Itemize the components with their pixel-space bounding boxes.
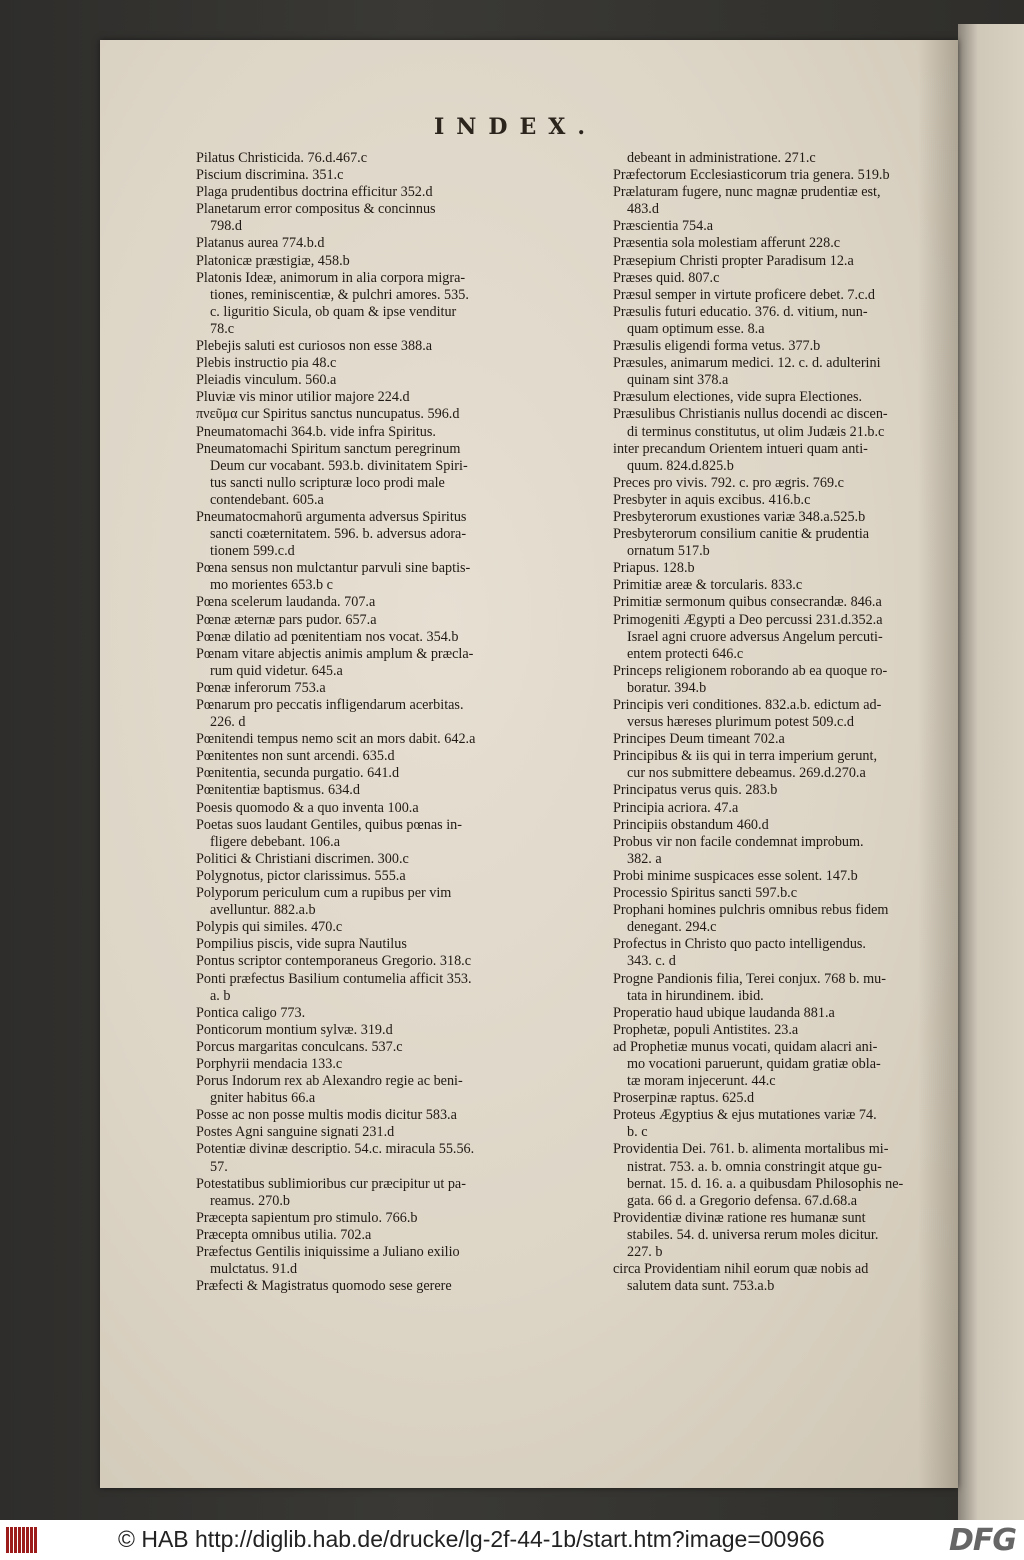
index-entry-line: Planetarum error compositus & concinnus — [196, 201, 436, 218]
index-entry-line: Principibus & iis qui in terra imperium gerunt, — [613, 748, 878, 765]
index-entry-line: rum quid videtur. 645.a — [210, 662, 343, 679]
index-entry-line: Pœnitendi tempus nemo scit an mors dabit. 642.a — [196, 731, 476, 748]
index-entry-line: tus sancti nullo scripturæ loco prodi male — [210, 474, 445, 491]
index-entry-line: Pompilius piscis, vide supra Nautilus — [196, 936, 407, 953]
index-entry-line: Pontica caligo 773. — [196, 1004, 306, 1021]
index-entry-line: Principiis obstandum 460.d — [613, 816, 769, 833]
index-entry-line: Platonis Ideæ, animorum in alia corpora migra- — [196, 269, 466, 286]
index-entry-line: entem protecti 646.c — [627, 645, 744, 662]
index-entry-line: Pœnæ æternæ pars pudor. 657.a — [196, 611, 377, 628]
index-entry-line: ornatum 517.b — [627, 543, 710, 560]
index-entry-line: contendebant. 605.a — [210, 491, 324, 508]
dfg-logo: DFG — [948, 1523, 1016, 1558]
index-entry-line: a. b — [210, 987, 231, 1004]
running-head: INDEX. — [434, 114, 597, 140]
index-entry-line: debeant in administratione. 271.c — [627, 150, 816, 166]
index-entry-line: Plaga prudentibus doctrina efficitur 352.d — [196, 184, 433, 201]
index-entry-line: mo vocationi paruerunt, quidam gratiæ obla- — [627, 1055, 881, 1072]
index-entry-line: bernat. 15. d. 16. a. a quibusdam Philosophis ne- — [627, 1175, 904, 1192]
index-entry-line: Probi minime suspicaces esse solent. 147.b — [613, 867, 858, 884]
index-entry-line: 78.c — [210, 320, 235, 337]
index-entry-line: Ponti præfectus Basilium contumelia afficit 353. — [196, 970, 472, 987]
index-entry-line: Platanus aurea 774.b.d — [196, 235, 325, 252]
index-entry-line: Prælaturam fugere, nunc magnæ prudentiæ est, — [613, 184, 881, 201]
index-entry-line: Poetas suos laudant Gentiles, quibus pœnas in- — [196, 816, 462, 833]
index-entry-line: Pleiadis vinculum. 560.a — [196, 372, 337, 389]
index-entry-line: Potentiæ divinæ descriptio. 54.c. miracula 55.56. — [196, 1141, 475, 1158]
index-entry-line: Processio Spiritus sancti 597.b.c — [613, 885, 798, 902]
index-entry-line: 798.d — [210, 218, 242, 235]
index-entry-line: Pœnarum pro peccatis infligendarum acerbitas. — [196, 697, 464, 713]
index-entry-line: Præfectus Gentilis iniquissime a Juliano exilio — [196, 1244, 460, 1260]
index-entry-line: Postes Agni sanguine signati 231.d — [196, 1124, 395, 1141]
index-entry-line: tæ moram injecerunt. 44.c — [627, 1073, 776, 1090]
index-entry-line: Prophetæ, populi Antistites. 23.a — [613, 1021, 799, 1038]
index-entry-line: Præsepium Christi propter Paradisum 12.a — [613, 252, 854, 269]
index-entry-line: nistrat. 753. a. b. omnia constringit atque gu- — [627, 1158, 882, 1175]
index-entry-line: 343. c. d — [627, 953, 676, 970]
index-entry-line: πνεῦμα cur Spiritus sanctus nuncupatus. 596.d — [196, 406, 460, 423]
index-entry-line: Pœna scelerum laudanda. 707.a — [196, 594, 376, 611]
index-entry-line: Præscientia 754.a — [613, 218, 714, 235]
index-entry-line: Providentiæ divinæ ratione res humanæ sunt — [613, 1209, 866, 1226]
index-entry-line: Præcepta sapientum pro stimulo. 766.b — [196, 1209, 418, 1226]
index-entry-line: mo morientes 653.b c — [210, 577, 333, 594]
index-entry-line: Plebejis saluti est curiosos non esse 388.a — [196, 338, 433, 355]
index-entry-line: Prophani homines pulchris omnibus rebus fidem — [613, 902, 889, 919]
index-entry-line: avelluntur. 882.a.b — [210, 902, 316, 919]
index-entry-line: stabiles. 54. d. universa rerum moles dicitur. — [627, 1226, 879, 1243]
index-entry-line: Posse ac non posse multis modis dicitur 583.a — [196, 1107, 457, 1124]
index-entry-line: Primitiæ areæ & torcularis. 833.c — [613, 577, 803, 594]
index-entry-line: Profectus in Christo quo pacto intelligendus. — [613, 936, 866, 953]
index-entry-line: fligere debebant. 106.a — [210, 833, 340, 850]
index-entry-line: Principes Deum timeant 702.a — [613, 731, 785, 748]
index-entry-line: Præsulis eligendi forma vetus. 377.b — [613, 338, 821, 355]
index-entry-line: Præsulibus Christianis nullus docendi ac discen- — [613, 406, 888, 423]
index-entry-line: Poesis quomodo & a quo inventa 100.a — [196, 799, 419, 816]
index-entry-line: gata. 66 d. a Gregorio defensa. 67.d.68.a — [627, 1192, 858, 1209]
index-entry-line: Præfecti & Magistratus quomodo sese gerere — [196, 1278, 452, 1295]
hab-logo-icon — [6, 1527, 46, 1553]
index-entry-line: Progne Pandionis filia, Terei conjux. 768 b. mu- — [613, 970, 886, 987]
index-entry-line: Polygnotus, pictor clarissimus. 555.a — [196, 867, 406, 884]
index-entry-line: Porcus margaritas conculcans. 537.c — [196, 1038, 403, 1055]
index-entry-line: Polyporum periculum cum a rupibus per vim — [196, 885, 452, 902]
index-entry-line: Plebis instructio pia 48.c — [196, 355, 337, 372]
index-entry-line: Probus vir non facile condemnat improbum. — [613, 833, 864, 850]
index-entry-line: versus hæreses plurimum potest 509.c.d — [627, 714, 854, 731]
index-entry-line: tiones, reminiscentiæ, & pulchri amores. 535. — [210, 286, 469, 303]
index-entry-line: Principis veri conditiones. 832.a.b. edictum ad- — [613, 697, 882, 713]
index-entry-line: Princeps religionem roborando ab ea quoque ro- — [613, 662, 888, 679]
index-entry-line: Priapus. 128.b — [613, 560, 695, 577]
index-entry-line: 227. b — [627, 1244, 663, 1260]
index-entry-line: reamus. 270.b — [210, 1192, 290, 1209]
index-entry-line: ad Prophetiæ munus vocati, quidam alacri ani- — [613, 1038, 878, 1055]
index-entry-line: Pœnæ inferorum 753.a — [196, 679, 326, 696]
index-entry-line: mulctatus. 91.d — [210, 1261, 298, 1278]
viewer-footer — [0, 1520, 1024, 1560]
index-entry-line: quinam sint 378.a — [627, 372, 729, 389]
index-entry-line: Politici & Christiani discrimen. 300.c — [196, 850, 409, 867]
index-entry-line: Pœnæ dilatio ad pœnitentiam nos vocat. 354.b — [196, 628, 459, 645]
index-entry-line: gniter habitus 66.a — [210, 1090, 316, 1107]
index-entry-line: quam optimum esse. 8.a — [627, 320, 765, 337]
index-entry-line: 57. — [210, 1158, 228, 1175]
index-entry-line: Principia acriora. 47.a — [613, 799, 739, 816]
index-entry-line: Primogeniti Ægypti a Deo percussi 231.d.352.a — [613, 611, 883, 628]
index-entry-line: Presbyterorum exustiones variæ 348.a.525.b — [613, 508, 866, 525]
index-entry-line: Principatus verus quis. 283.b — [613, 782, 778, 799]
index-entry-line: sancti coæternitatem. 596. b. adversus adora- — [210, 526, 467, 543]
index-entry-line: Pilatus Christicida. 76.d.467.c — [196, 150, 368, 166]
index-entry-line: Porphyrii mendacia 133.c — [196, 1055, 343, 1072]
index-entry-line: Pneumatocmahorū argumenta adversus Spiritus — [196, 508, 467, 525]
index-entry-line: circa Providentiam nihil eorum quæ nobis ad — [613, 1261, 869, 1278]
index-entry-line: Porus Indorum rex ab Alexandro regie ac beni- — [196, 1073, 463, 1090]
index-entry-line: c. liguritio Sicula, ob quam & ipse venditur — [210, 303, 457, 320]
index-entry-line: Præsules, animarum medici. 12. c. d. adulterini — [613, 355, 881, 372]
index-entry-line: Præsulis futuri educatio. 376. d. vitium, nun- — [613, 303, 868, 320]
index-entry-line: Pœnitentes non sunt arcendi. 635.d — [196, 748, 395, 765]
index-entry-line: Præfectorum Ecclesiasticorum tria genera. 519.b — [613, 167, 890, 184]
index-entry-line: Pluviæ vis minor utilior majore 224.d — [196, 389, 410, 406]
index-entry-line: Præsentia sola molestiam afferunt 228.c — [613, 235, 841, 252]
index-entry-line: inter precandum Orientem intueri quam anti- — [613, 440, 868, 457]
index-entry-line: b. c — [627, 1124, 648, 1141]
index-entry-line: Presbyter in aquis excibus. 416.b.c — [613, 491, 811, 508]
footer-copyright-link[interactable]: © HAB http://diglib.hab.de/drucke/lg-2f-44-1b/start.htm?image=00966 — [118, 1526, 825, 1552]
index-entry-line: Polypis qui similes. 470.c — [196, 919, 343, 936]
index-entry-line: Primitiæ sermonum quibus consecrandæ. 846.a — [613, 594, 882, 611]
index-entry-line: Pontus scriptor contemporaneus Gregorio. 318.c — [196, 953, 472, 970]
index-entry-line: boratur. 394.b — [627, 679, 707, 696]
index-entry-line: Piscium discrimina. 351.c — [196, 167, 344, 184]
index-entry-line: Pneumatomachi Spiritum sanctum peregrinum — [196, 440, 461, 457]
index-entry-line: di terminus constitutus, ut olim Judæis 21.b.c — [627, 423, 885, 440]
index-entry-line: Pneumatomachi 364.b. vide infra Spiritus. — [196, 423, 436, 440]
index-entry-line: cur nos submittere debeamus. 269.d.270.a — [627, 765, 866, 782]
index-entry-line: Pœna sensus non mulctantur parvuli sine baptis- — [196, 560, 471, 577]
index-entry-line: Præcepta omnibus utilia. 702.a — [196, 1226, 372, 1243]
index-entry-line: 483.d — [627, 201, 659, 218]
index-entry-line: denegant. 294.c — [627, 919, 717, 936]
index-entry-line: Pœnitentiæ baptismus. 634.d — [196, 782, 360, 799]
page-gutter-shadow — [918, 40, 958, 1488]
index-entry-line: salutem data sunt. 753.a.b — [627, 1278, 775, 1295]
index-entry-line: Pœnam vitare abjectis animis amplum & præcla- — [196, 645, 474, 662]
index-column-right — [613, 150, 918, 1295]
index-column-left — [196, 150, 498, 1295]
index-entry-line: Presbyterorum consilium canitie & prudentia — [613, 526, 870, 543]
index-entry-line: Preces pro vivis. 792. c. pro ægris. 769.c — [613, 474, 844, 491]
index-entry-line: Præses quid. 807.c — [613, 269, 720, 286]
index-entry-line: Pœnitentia, secunda purgatio. 641.d — [196, 765, 400, 782]
index-entry-line: Properatio haud ubique laudanda 881.a — [613, 1004, 835, 1021]
facing-page-edge — [958, 24, 1024, 1520]
index-entry-line: 382. a — [627, 850, 662, 867]
index-entry-line: Præsulum electiones, vide supra Electiones. — [613, 389, 863, 406]
index-entry-line: Proteus Ægyptius & ejus mutationes variæ 74. — [613, 1107, 877, 1124]
index-entry-line: Præsul semper in virtute proficere debet. 7.c.d — [613, 286, 875, 303]
index-entry-line: quum. 824.d.825.b — [627, 457, 734, 474]
index-entry-line: tionem 599.c.d — [210, 543, 295, 560]
index-entry-line: Providentia Dei. 761. b. alimenta mortalibus mi- — [613, 1141, 889, 1158]
index-entry-line: Israel agni cruore adversus Angelum percuti- — [627, 628, 883, 645]
index-entry-line: Potestatibus sublimioribus cur præcipitur ut pa- — [196, 1175, 466, 1192]
index-entry-line: Ponticorum montium sylvæ. 319.d — [196, 1021, 393, 1038]
index-entry-line: 226. d — [210, 714, 246, 731]
index-entry-line: Deum cur vocabant. 593.b. divinitatem Spiri- — [210, 457, 468, 474]
index-entry-line: tata in hirundinem. ibid. — [627, 987, 764, 1004]
index-entry-line: Platonicæ præstigiæ, 458.b — [196, 252, 350, 269]
index-entry-line: Proserpinæ raptus. 625.d — [613, 1090, 755, 1107]
